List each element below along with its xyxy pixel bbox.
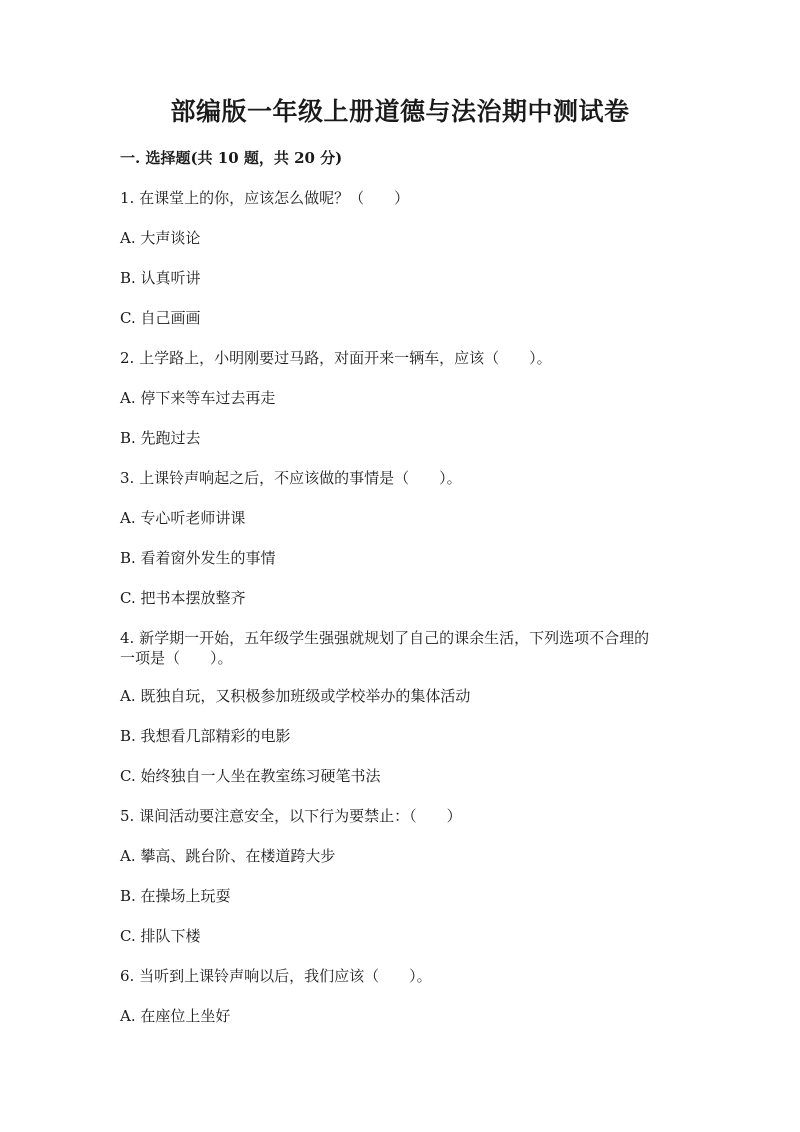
q2-option-b: B. 先跑过去 (120, 429, 201, 447)
q4-option-c: C. 始终独自一人坐在教室练习硬笔书法 (120, 767, 381, 785)
question-2: 2. 上学路上，小明刚要过马路，对面开来一辆车，应该（ ）。 (120, 349, 552, 367)
question-1: 1. 在课堂上的你，应该怎么做呢？（ ） (120, 189, 410, 207)
q6-option-a: A. 在座位上坐好 (120, 1007, 231, 1025)
q1-option-c: C. 自己画画 (120, 309, 201, 327)
question-5: 5. 课间活动要注意安全，以下行为要禁止：（ ） (120, 807, 462, 825)
q1-option-b: B. 认真听讲 (120, 269, 201, 287)
q5-option-b: B. 在操场上玩耍 (120, 887, 231, 905)
q5-option-c: C. 排队下楼 (120, 927, 201, 945)
section-heading: 一. 选择题(共 10 题，共 20 分) (120, 149, 343, 167)
q3-option-c: C. 把书本摆放整齐 (120, 589, 246, 607)
q4-option-b: B. 我想看几部精彩的电影 (120, 727, 291, 745)
q3-option-a: A. 专心听老师讲课 (120, 509, 246, 527)
question-4: 4. 新学期一开始，五年级学生强强就规划了自己的课余生活，下列选项不合理的一项是（ ）。 (120, 629, 650, 667)
question-3: 3. 上课铃声响起之后，不应该做的事情是（ ）。 (120, 469, 462, 487)
q4-option-a: A. 既独自玩，又积极参加班级或学校举办的集体活动 (120, 687, 471, 705)
q3-option-b: B. 看着窗外发生的事情 (120, 549, 276, 567)
q2-option-a: A. 停下来等车过去再走 (120, 389, 276, 407)
exam-title: 部编版一年级上册道德与法治期中测试卷 (170, 97, 630, 126)
question-6: 6. 当听到上课铃声响以后，我们应该（ ）。 (120, 967, 432, 985)
q1-option-a: A. 大声谈论 (120, 229, 201, 247)
q5-option-a: A. 攀高、跳台阶、在楼道跨大步 (120, 847, 336, 865)
